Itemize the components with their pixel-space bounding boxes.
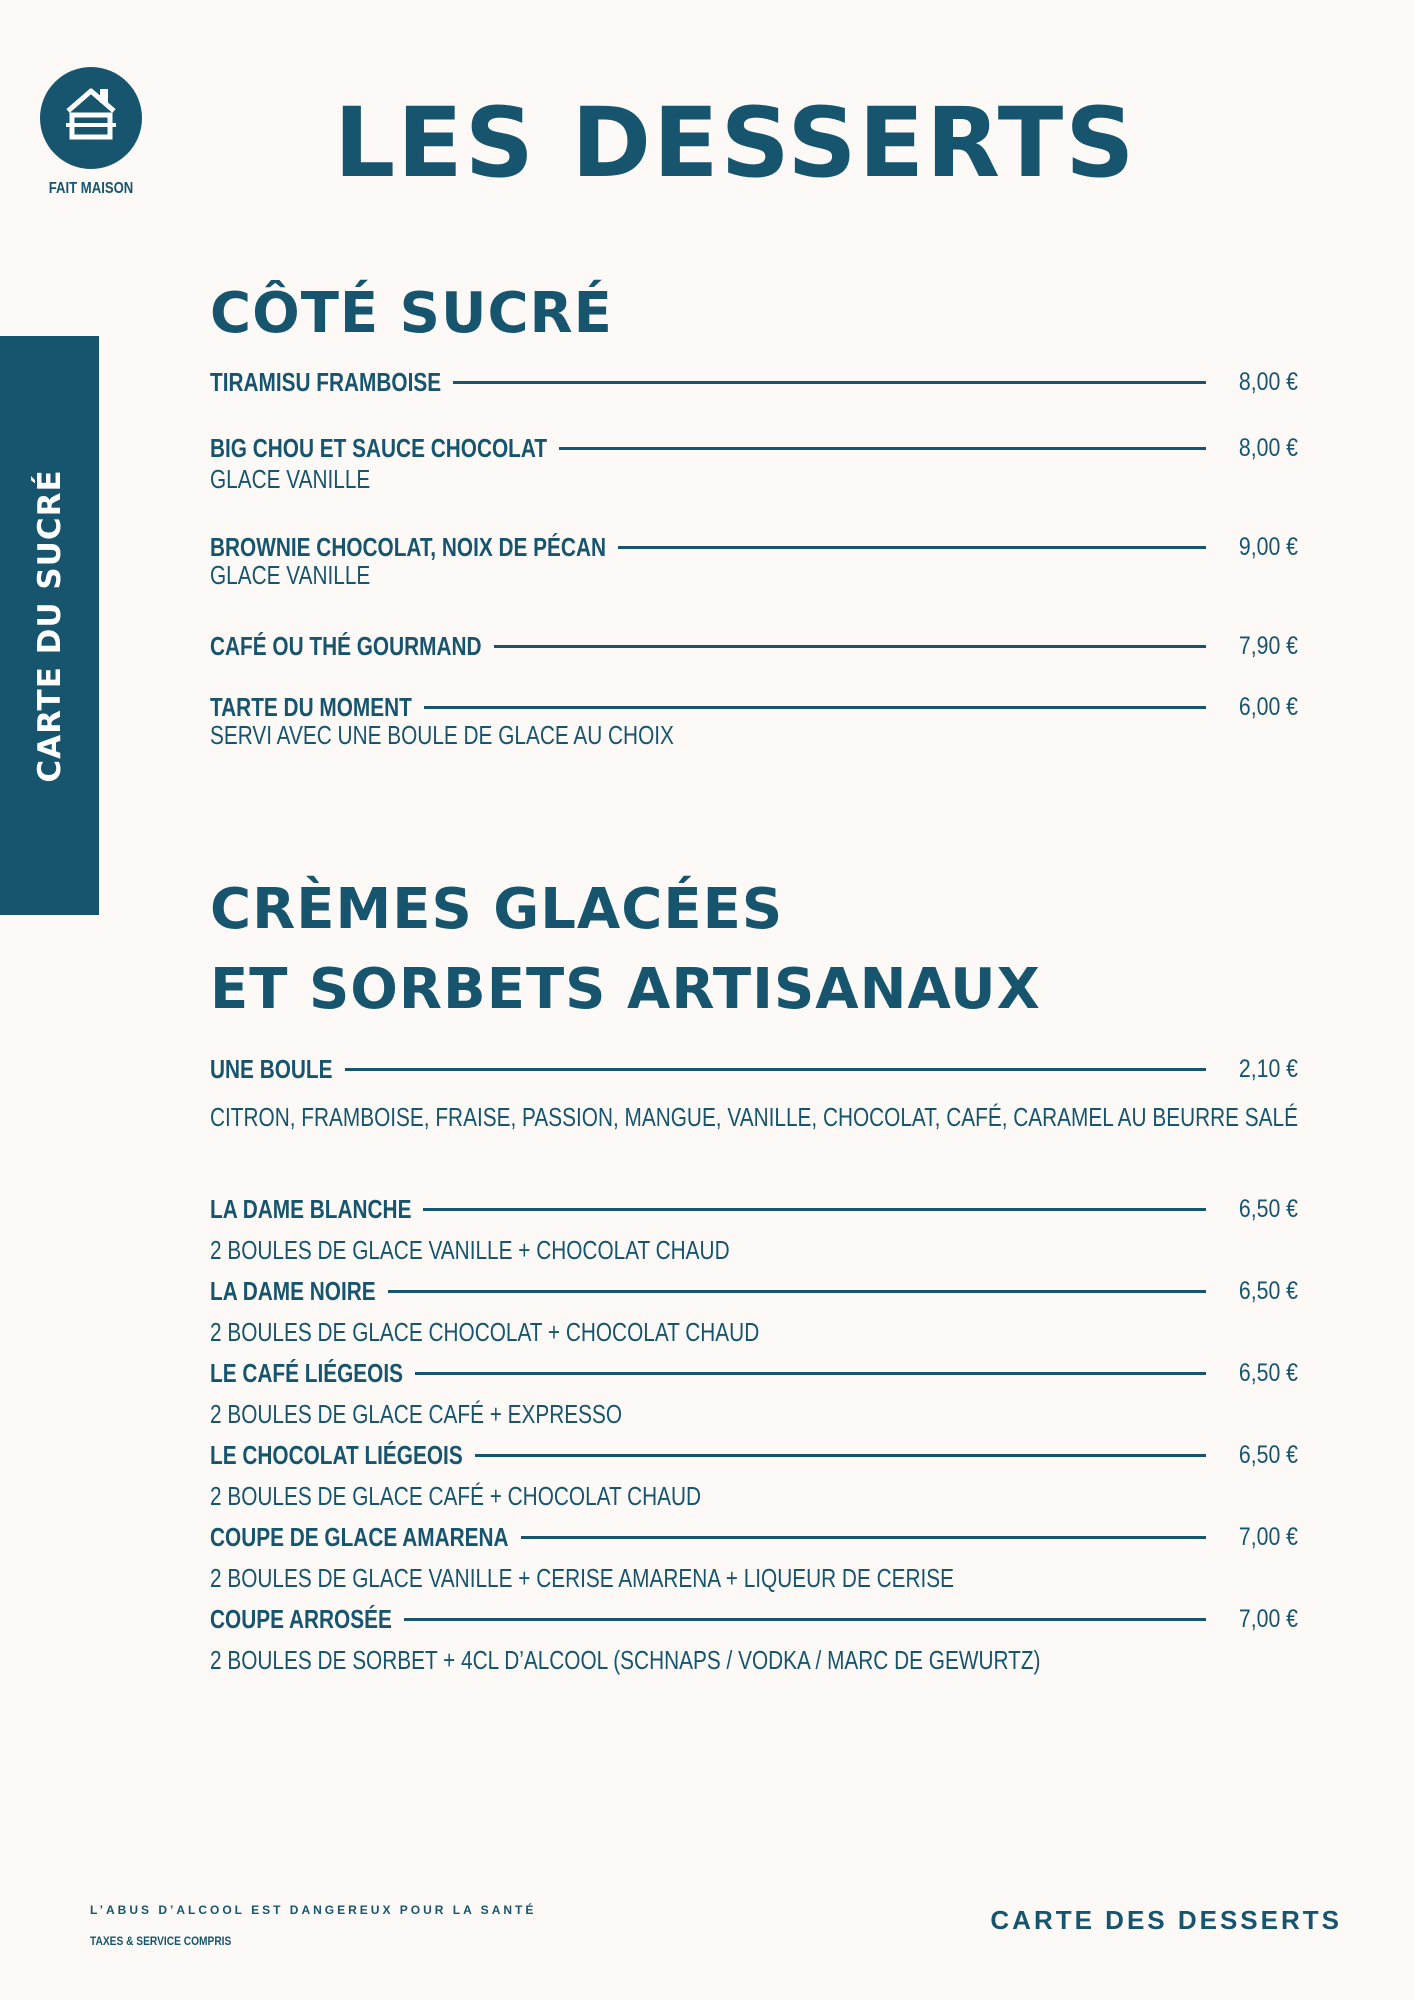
item-name: LA DAME BLANCHE [210, 1193, 412, 1224]
menu-item [210, 1271, 1298, 1311]
item-price: 7,90 € [1238, 631, 1298, 660]
item-description: 2 BOULES DE GLACE VANILLE + CHOCOLAT CHAUD [210, 1235, 730, 1265]
section-title-line: ET SORBETS ARTISANAUX [210, 957, 1041, 1022]
menu-item [210, 1517, 1298, 1557]
item-price: 6,00 € [1238, 692, 1298, 721]
leader-line [415, 1372, 1206, 1375]
item-description: GLACE VANILLE [210, 560, 371, 590]
item-price: 2,10 € [1238, 1054, 1298, 1083]
leader-line [559, 447, 1206, 450]
item-price: 8,00 € [1238, 433, 1298, 462]
fait-maison-logo [40, 67, 142, 169]
leader-line [494, 645, 1206, 648]
item-description: 2 BOULES DE GLACE CHOCOLAT + CHOCOLAT CHAUD [210, 1317, 760, 1347]
section-title-cremes-glacees [210, 870, 1041, 1030]
item-price: 6,50 € [1238, 1440, 1298, 1469]
item-description: GLACE VANILLE [210, 464, 371, 494]
leader-line [345, 1068, 1206, 1071]
leader-line [521, 1536, 1206, 1539]
menu-item [210, 428, 1298, 468]
house-icon [62, 83, 120, 145]
side-tab [0, 336, 99, 915]
item-name: LA DAME NOIRE [210, 1275, 376, 1306]
item-description: CITRON, FRAMBOISE, FRAISE, PASSION, MANGUE, VANILLE, CHOCOLAT, CAFÉ, CARAMEL AU BEURRE SALÉ [210, 1102, 1298, 1132]
page-title: LES DESSERTS [334, 87, 1137, 199]
leader-line [475, 1454, 1206, 1457]
leader-line [388, 1290, 1206, 1293]
section-title-line: CÔTÉ SUCRÉ [210, 281, 613, 346]
item-price: 7,00 € [1238, 1522, 1298, 1551]
item-name: CAFÉ OU THÉ GOURMAND [210, 630, 482, 661]
alcohol-warning: L’ABUS D’ALCOOL EST DANGEREUX POUR LA SANTÉ [90, 1903, 537, 1917]
section-title-cote-sucre [210, 274, 613, 354]
leader-line [453, 381, 1206, 384]
menu-item [210, 1049, 1298, 1089]
menu-item [210, 527, 1298, 567]
menu-item [210, 626, 1298, 666]
item-price: 7,00 € [1238, 1604, 1298, 1633]
item-name: LE CHOCOLAT LIÉGEOIS [210, 1439, 463, 1470]
item-description: 2 BOULES DE GLACE VANILLE + CERISE AMARENA + LIQUEUR DE CERISE [210, 1563, 955, 1593]
item-price: 6,50 € [1238, 1358, 1298, 1387]
item-price: 6,50 € [1238, 1276, 1298, 1305]
menu-item [210, 1353, 1298, 1393]
item-name: TIRAMISU FRAMBOISE [210, 366, 442, 397]
item-price: 9,00 € [1238, 532, 1298, 561]
item-description: 2 BOULES DE GLACE CAFÉ + CHOCOLAT CHAUD [210, 1481, 702, 1511]
menu-item [210, 362, 1298, 402]
item-name: COUPE ARROSÉE [210, 1603, 392, 1634]
taxes-note: TAXES & SERVICE COMPRIS [90, 1934, 232, 1948]
leader-line [424, 706, 1206, 709]
item-description: 2 BOULES DE GLACE CAFÉ + EXPRESSO [210, 1399, 623, 1429]
side-tab-label: CARTE DU SUCRÉ [31, 468, 68, 783]
item-description: 2 BOULES DE SORBET + 4CL D’ALCOOL (SCHNAPS / VODKA / MARC DE GEWURTZ) [210, 1645, 1041, 1675]
menu-item [210, 1435, 1298, 1475]
section-title-line: CRÈMES GLACÉES [210, 877, 784, 942]
item-price: 8,00 € [1238, 367, 1298, 396]
item-name: UNE BOULE [210, 1053, 333, 1084]
item-description: SERVI AVEC UNE BOULE DE GLACE AU CHOIX [210, 720, 674, 750]
item-price: 6,50 € [1238, 1194, 1298, 1223]
item-name: BROWNIE CHOCOLAT, NOIX DE PÉCAN [210, 531, 606, 562]
item-name: TARTE DU MOMENT [210, 691, 412, 722]
menu-item [210, 1599, 1298, 1639]
item-name: BIG CHOU ET SAUCE CHOCOLAT [210, 432, 548, 463]
leader-line [618, 546, 1206, 549]
leader-line [404, 1618, 1206, 1621]
item-name: LE CAFÉ LIÉGEOIS [210, 1357, 403, 1388]
leader-line [423, 1208, 1206, 1211]
item-name: COUPE DE GLACE AMARENA [210, 1521, 509, 1552]
logo-caption: FAIT MAISON [48, 180, 134, 197]
menu-item [210, 1189, 1298, 1229]
footer-label: CARTE DES DESSERTS [990, 1905, 1342, 1935]
